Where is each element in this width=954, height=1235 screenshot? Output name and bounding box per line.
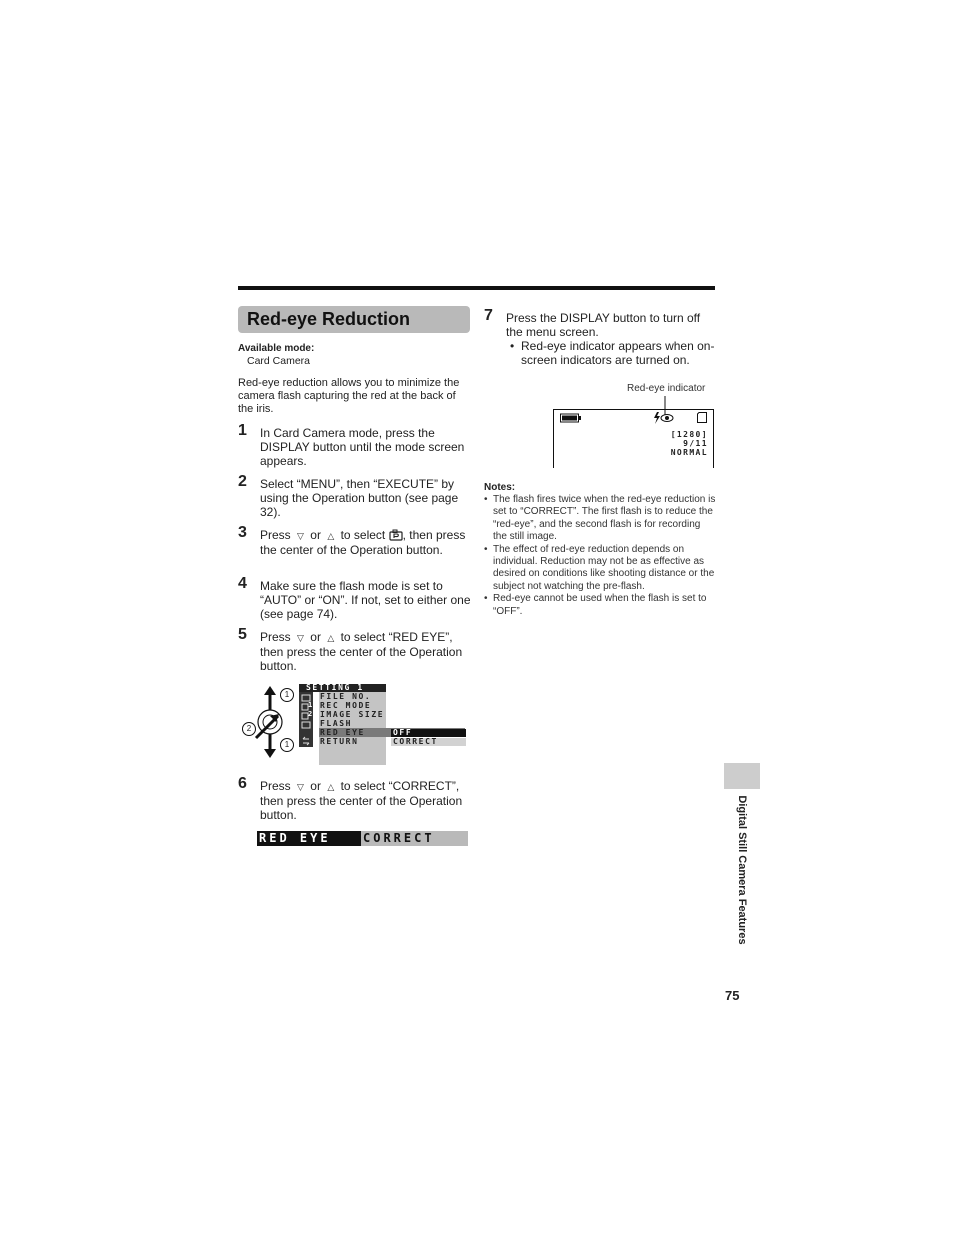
up-triangle-icon: △ [327, 633, 335, 643]
step-text [260, 528, 474, 557]
step-6 [238, 775, 474, 822]
down-triangle-icon: ▽ [297, 633, 304, 643]
bullet-mark: • [484, 543, 488, 555]
step-number: 2 [238, 473, 247, 490]
step-text-press: Press [260, 779, 291, 793]
red-eye-setting-bar [257, 831, 468, 846]
down-triangle-icon: ▽ [297, 531, 304, 541]
available-mode-value: Card Camera [247, 355, 311, 367]
down-triangle-icon: ▽ [297, 782, 304, 792]
step-number: 7 [484, 307, 493, 324]
step-7 [484, 307, 716, 367]
step-1 [238, 422, 474, 468]
lcd-resolution: [1280] [670, 430, 708, 439]
circled-number: 1 [280, 688, 294, 702]
step-number: 5 [238, 626, 247, 643]
step-number: 3 [238, 524, 247, 541]
step-text-rest: , then press the center of the Operation button. [260, 528, 466, 557]
menu-option-correct[interactable]: CORRECT [393, 737, 438, 746]
menu-item-image-size[interactable]: IMAGE SIZE [320, 710, 385, 719]
battery-icon [560, 413, 582, 423]
step-text-rest: to select “RED EYE”, then press the center of the Operation button. [260, 630, 463, 673]
step-text [260, 630, 474, 673]
menu-tab-mark: 1 [308, 701, 314, 709]
step-text-rest: to select “CORRECT”, then press the center of the Operation button. [260, 779, 463, 822]
step-text-select: to select [340, 528, 386, 542]
note-item [484, 544, 716, 594]
circled-number: 2 [242, 722, 256, 736]
intro-paragraph: Red-eye reduction allows you to minimize the camera flash capturing the red at the back of the iris. [238, 377, 460, 415]
top-rule [238, 286, 715, 290]
step-text-press: Press [260, 630, 291, 644]
bullet-mark: • [510, 339, 515, 353]
circled-number: 1 [280, 738, 294, 752]
lcd-shot-count: 9/11 [683, 439, 708, 448]
step-text-or: or [310, 630, 321, 644]
red-eye-indicator-callout: Red-eye indicator [627, 383, 706, 394]
chapter-label: Digital Still Camera Features [736, 795, 748, 945]
step-text-press: Press [260, 528, 291, 542]
step-text: In Card Camera mode, press the DISPLAY button until the mode screen appears. [260, 426, 465, 468]
lcd-screen [553, 409, 714, 468]
note-text: The effect of red-eye reduction depends on individual. Reduction may not be as effective as desired on conditions like shooting distance or the subject not watching the pre-flash. [493, 543, 715, 592]
step-text-or: or [310, 528, 321, 542]
step-4 [238, 575, 474, 621]
step-2 [238, 473, 474, 519]
menu-item-file-no[interactable]: FILE NO. [320, 692, 372, 701]
menu-item-rec-mode[interactable]: REC MODE [320, 701, 372, 710]
available-mode-label: Available mode: [238, 343, 315, 354]
memory-card-icon [697, 412, 707, 423]
step-5 [238, 626, 474, 673]
menu-item-return[interactable]: RETURN [320, 737, 359, 746]
menu-item-red-eye[interactable]: RED EYE [320, 728, 365, 737]
notes-title: Notes: [484, 482, 516, 493]
step-number: 4 [238, 575, 247, 592]
section-title: Red-eye Reduction [238, 306, 470, 333]
page-number: 75 [725, 988, 740, 1003]
note-text: Red-eye cannot be used when the flash is set to “OFF”. [493, 593, 707, 617]
red-eye-label: RED EYE [259, 831, 331, 845]
notes-list [484, 494, 716, 618]
up-triangle-icon: △ [327, 531, 335, 541]
bullet-mark: • [484, 494, 488, 505]
camera-settings-icon [389, 529, 403, 541]
note-item [484, 593, 716, 618]
menu-tab-mark: 2 [308, 710, 314, 718]
step-text [260, 779, 474, 822]
step-bullet-text: Red-eye indicator appears when on-screen indicators are turned on. [521, 339, 715, 367]
red-eye-indicator-icon [654, 412, 674, 424]
menu-header-text: SETTING 1 [306, 683, 364, 692]
step-text: Press the DISPLAY button to turn off the menu screen. [506, 311, 701, 339]
up-triangle-icon: △ [327, 782, 335, 792]
menu-item-flash[interactable]: FLASH [320, 719, 353, 728]
menu-option-off[interactable]: OFF [393, 728, 413, 737]
menu-illustration [240, 682, 472, 770]
red-eye-value: CORRECT [363, 831, 435, 845]
step-text: Select “MENU”, then “EXECUTE” by using the Operation button (see page 32). [260, 477, 459, 519]
bullet-mark: • [484, 593, 488, 605]
step-text: Make sure the flash mode is set to “AUTO” or “ON”. If not, set to either one (see page 74). [260, 579, 471, 621]
lcd-quality: NORMAL [670, 448, 708, 457]
step-bullet [506, 339, 716, 367]
step-3 [238, 524, 474, 557]
step-number: 1 [238, 422, 247, 439]
note-item [484, 494, 716, 544]
note-text: The flash fires twice when the red-eye reduction is set to “CORRECT”. The first flash is to reduce the “red-eye”, and the second flash is for recording the still image. [493, 494, 716, 543]
chapter-tab [724, 763, 760, 789]
step-number: 6 [238, 775, 247, 792]
step-text-or: or [310, 779, 321, 793]
